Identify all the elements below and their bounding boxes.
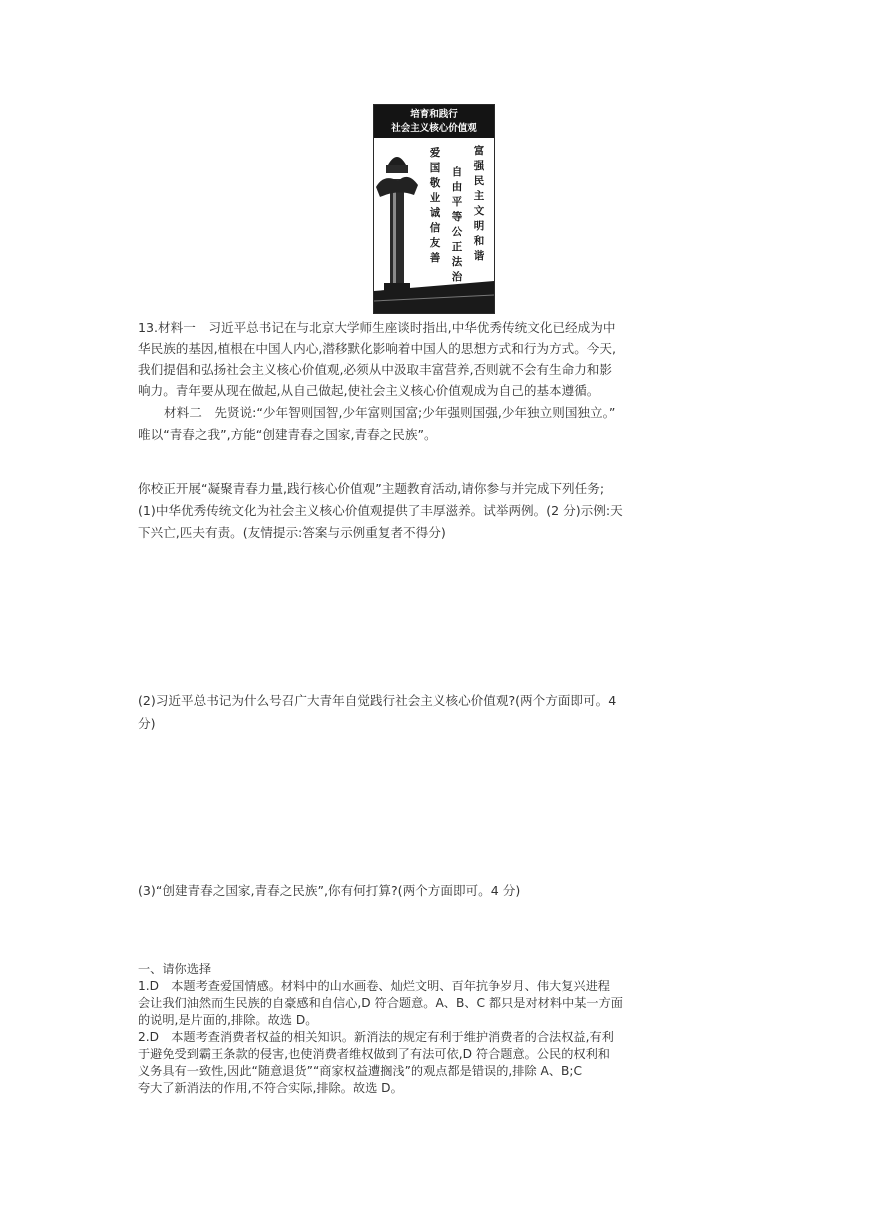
q1-line1: (1)中华优秀传统文化为社会主义核心价值观提供了丰厚滋养。试举两例。(2 分)示例:天 — [138, 503, 623, 518]
poster-banner-line1: 培育和践行 — [410, 109, 458, 120]
answer2-line4: 夸大了新消法的作用,不符合实际,排除。故选 D。 — [138, 1081, 403, 1095]
material1-line4: 响力。青年要从现在做起,从自己做起,使社会主义核心价值观成为自己的基本遵循。 — [138, 383, 600, 398]
answer1-line1: 1.D 本题考查爱国情感。材料中的山水画卷、灿烂文明、百年抗争岁月、伟大复兴进程 — [138, 979, 610, 993]
q2-line1: (2)习近平总书记为什么号召广大青年自觉践行社会主义核心价值观?(两个方面即可。4 — [138, 693, 617, 708]
poster-column-3: 爱国敬业诚信友善 — [429, 147, 441, 264]
answers-section-title: 一、请你选择 — [138, 962, 212, 976]
answer2-line1: 2.D 本题考查消费者权益的相关知识。新消法的规定有利于维护消费者的合法权益,有利 — [138, 1030, 614, 1044]
core-values-poster — [373, 104, 495, 314]
answer1-line3: 的说明,是片面的,排除。故选 D。 — [138, 1013, 318, 1027]
poster-column-2: 自由平等公正法治 — [451, 166, 463, 283]
poster-banner — [374, 105, 494, 138]
answer2-line3: 义务具有一致性,因此“随意退货”“商家权益遭搁浅”的观点都是错误的,排除 A、B;C — [138, 1064, 583, 1078]
answer1-line2: 会让我们油然而生民族的自豪感和自信心,D 符合题意。A、B、C 都只是对材料中某一方面 — [138, 996, 623, 1010]
q3: (3)“创建青春之国家,青春之民族”,你有何打算?(两个方面即可。4 分) — [138, 883, 521, 898]
material1-line3: 我们提倡和弘扬社会主义核心价值观,必须从中汲取丰富营养,否则就不会有生命力和影 — [138, 362, 612, 377]
poster-column-1: 富强民主文明和谐 — [473, 145, 485, 262]
material2-line1: 材料二 先贤说:“少年智则国智,少年富则国富;少年强则国强,少年独立则国独立。” — [164, 405, 616, 420]
task-intro: 你校正开展“凝聚青春力量,践行核心价值观”主题教育活动,请你参与并完成下列任务; — [138, 481, 605, 496]
poster-banner-line2: 社会主义核心价值观 — [391, 123, 477, 134]
q1-line2: 下兴亡,匹夫有责。(友情提示:答案与示例重复者不得分) — [138, 525, 446, 540]
material2-line2: 唯以“青春之我”,方能“创建青春之国家,青春之民族”。 — [138, 427, 437, 442]
material1-line1: 13.材料一 习近平总书记在与北京大学师生座谈时指出,中华优秀传统文化已经成为中 — [138, 320, 616, 335]
material1-line2: 华民族的基因,植根在中国人内心,潜移默化影响着中国人的思想方式和行为方式。今天, — [138, 341, 616, 356]
q2-line2: 分) — [138, 716, 156, 731]
answer2-line2: 于避免受到霸王条款的侵害,也使消费者维权做到了有法可依,D 符合题意。公民的权利和 — [138, 1047, 610, 1061]
